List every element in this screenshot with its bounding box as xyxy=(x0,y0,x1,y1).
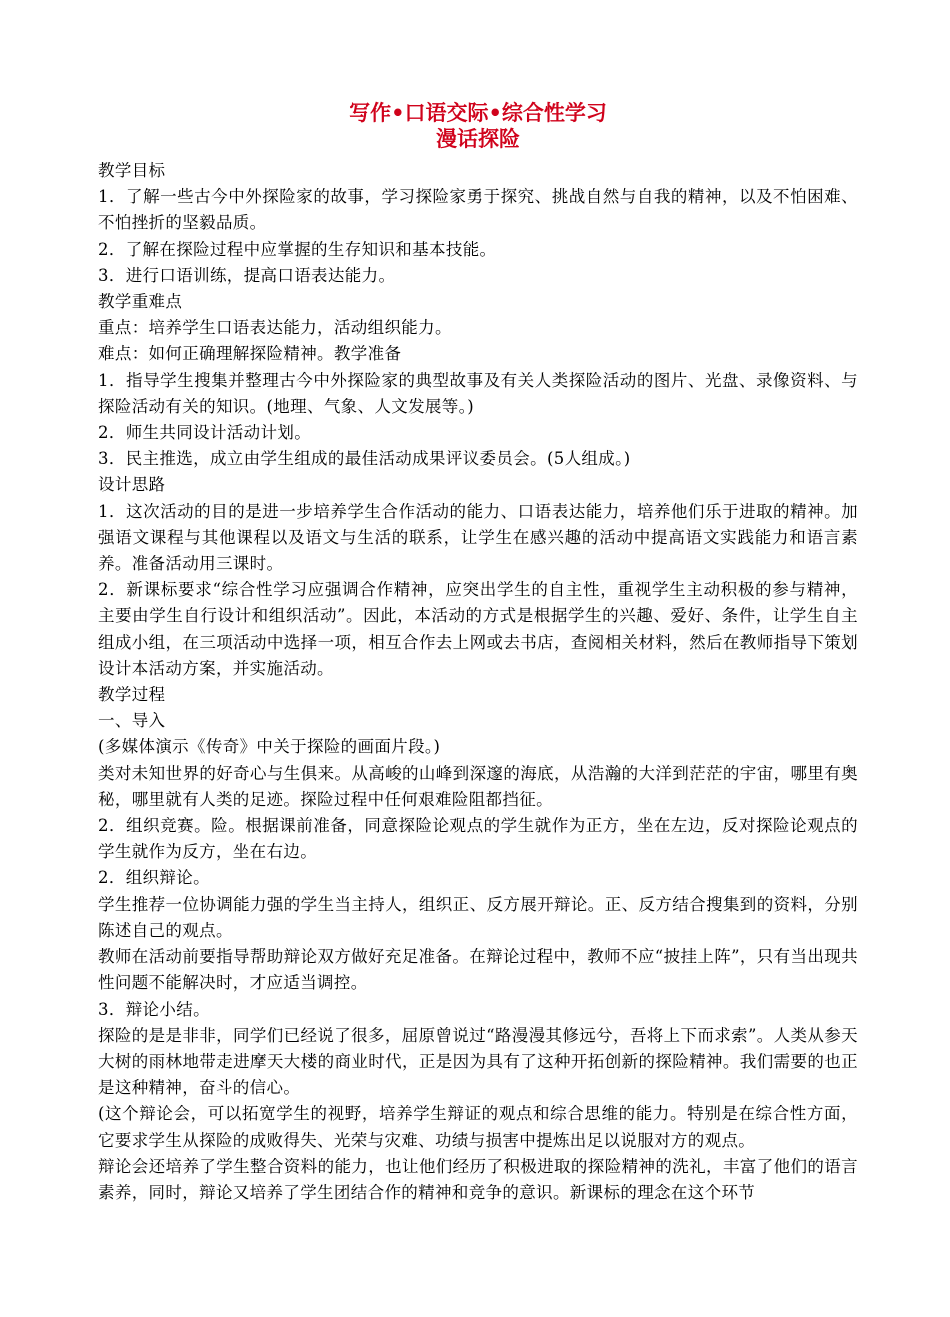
title-line-1: 写作•口语交际•综合性学习 xyxy=(349,101,607,125)
paragraph: (这个辩论会，可以拓宽学生的视野，培养学生辩证的观点和综合思维的能力。特别是在综合性方面，它要求学生从探险的成败得失、光荣与灾难、功绩与损害中提炼出足以说服对方的观点。 xyxy=(98,1104,858,1150)
paragraph: 3．进行口语训练，提高口语表达能力。 xyxy=(98,265,396,285)
section-heading-process: 教学过程 xyxy=(98,685,166,705)
document-page xyxy=(98,100,858,1206)
paragraph: 2．新课标要求“综合性学习应强调合作精神，应突出学生的自主性，重视学生主动积极的参与精神，主要由学生自行设计和组织活动”。因此，本活动的方式是根据学生的兴趣、爱好、条件，让学生自主组成小组，在三项活动中选择一项，相互合作去上网或去书店，查阅相关材料，然后在教师指导下策划设计本活动方案，并实施活动。 xyxy=(98,580,858,678)
paragraph: 教师在活动前要指导帮助辩论双方做好充足准备。在辩论过程中，教师不应“披挂上阵”，只有当出现共性问题不能解决时，才应适当调控。 xyxy=(98,947,858,993)
paragraph: 辩论会还培养了学生整合资料的能力，也让他们经历了积极进取的探险精神的洗礼，丰富了他们的语言素养，同时，辩论又培养了学生团结合作的精神和竞争的意识。新课标的理念在这个环节 xyxy=(98,1156,858,1202)
paragraph: 探险的是是非非，同学们已经说了很多，屈原曾说过“路漫漫其修远兮，吾将上下而求索”。人类从参天大树的雨林地带走进摩天大楼的商业时代，正是因为具有了这种开拓创新的探险精神。我们需要的也正是这种精神，奋斗的信心。 xyxy=(98,1025,858,1098)
section-heading-key-points: 教学重难点 xyxy=(98,292,183,312)
paragraph: 2．组织竞赛。险。根据课前准备，同意探险论观点的学生就作为正方，坐在左边，反对探险论观点的学生就作为反方，坐在右边。 xyxy=(98,816,858,862)
title-line-2: 漫话探险 xyxy=(436,127,520,151)
section-heading-design: 设计思路 xyxy=(98,475,166,495)
paragraph: (多媒体演示《传奇》中关于探险的画面片段。) xyxy=(98,737,441,757)
document-body xyxy=(98,158,858,1206)
paragraph: 2．师生共同设计活动计划。 xyxy=(98,423,312,443)
paragraph: 一、导入 xyxy=(98,711,166,731)
document-title xyxy=(98,100,858,152)
paragraph: 类对未知世界的好奇心与生俱来。从高峻的山峰到深邃的海底，从浩瀚的大洋到茫茫的宇宙，哪里有奥秘，哪里就有人类的足迹。探险过程中任何艰难险阻都挡征。 xyxy=(98,763,858,809)
paragraph: 重点：培养学生口语表达能力，活动组织能力。 xyxy=(98,318,452,338)
paragraph: 1．这次活动的目的是进一步培养学生合作活动的能力、口语表达能力，培养他们乐于进取的精神。加强语文课程与其他课程以及语文与生活的联系，让学生在感兴趣的活动中提高语文实践能力和语言素养。准备活动用三课时。 xyxy=(98,501,858,574)
paragraph: 3．辩论小结。 xyxy=(98,999,210,1019)
paragraph: 学生推荐一位协调能力强的学生当主持人，组织正、反方展开辩论。正、反方结合搜集到的资料，分别陈述自己的观点。 xyxy=(98,894,858,940)
paragraph: 2．了解在探险过程中应掌握的生存知识和基本技能。 xyxy=(98,239,497,259)
section-heading-objectives: 教学目标 xyxy=(98,161,166,180)
paragraph: 1．指导学生搜集并整理古今中外探险家的典型故事及有关人类探险活动的图片、光盘、录像资料、与探险活动有关的知识。(地理、气象、人文发展等。) xyxy=(98,370,858,416)
paragraph: 难点：如何正确理解探险精神。教学准备 xyxy=(98,344,402,364)
paragraph: 3．民主推选，成立由学生组成的最佳活动成果评议委员会。(5人组成。) xyxy=(98,449,631,469)
paragraph: 1．了解一些古今中外探险家的故事，学习探险家勇于探究、挑战自然与自我的精神，以及不怕困难、不怕挫折的坚毅品质。 xyxy=(98,187,858,233)
paragraph: 2．组织辩论。 xyxy=(98,868,210,888)
